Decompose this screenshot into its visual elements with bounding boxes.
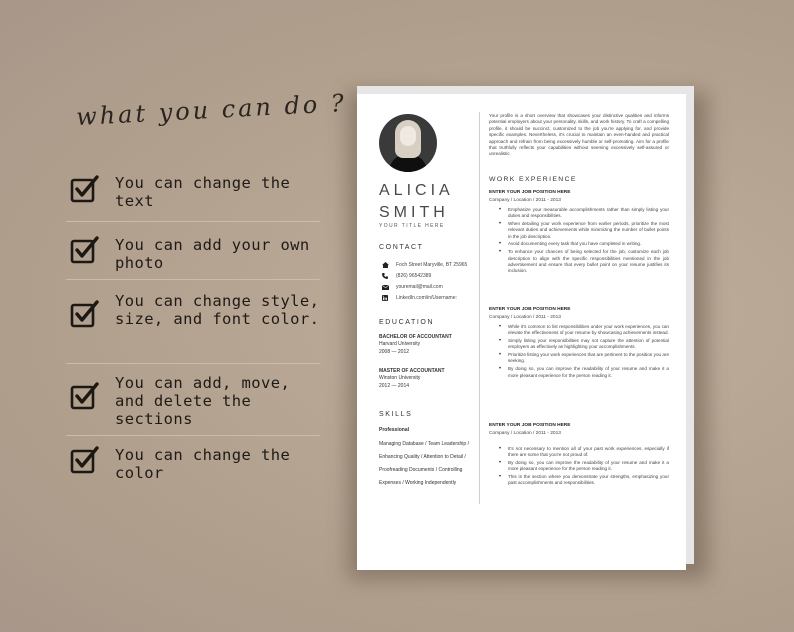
feature-item xyxy=(66,222,320,280)
home-icon xyxy=(381,262,389,268)
work-experience-heading: WORK EXPERIENCE xyxy=(489,176,577,183)
feature-text: You can add your own photo xyxy=(115,236,310,272)
contact-phone: (826) 96542389 xyxy=(381,273,431,279)
contact-email: youremail@mail.com xyxy=(381,284,443,290)
education-entry: MASTER OF ACCOUNTANT Winston University 2012 — 2014 xyxy=(379,368,445,389)
column-divider xyxy=(479,112,480,504)
skills-heading: SKILLS xyxy=(379,411,413,418)
bullet-item: • By doing so, you can improve the readability of your resume and make it a more pleasant experience for the person reading it. xyxy=(499,460,669,473)
feature-item xyxy=(66,436,320,492)
feature-text: You can add, move, and delete the sections xyxy=(115,374,291,428)
resume-name xyxy=(379,180,454,224)
education-heading: EDUCATION xyxy=(379,319,435,326)
feature-item xyxy=(66,280,320,364)
contact-address: Foch Street Maryville, BT 25965 xyxy=(381,262,467,268)
checkbox-checked-icon xyxy=(70,381,100,411)
phone-icon xyxy=(381,273,389,279)
checkbox-checked-icon xyxy=(70,235,100,265)
bullet-item: • To enhance your chances of being selected for the job, customize each job description to align with the specific responsibilities mentioned in the job advertisement and ensure that every bullet point on your resume justifies its inclusion. xyxy=(499,249,669,274)
bullet-item: • Prioritize listing your work experiences that are pertinent to the position you are seeking. xyxy=(499,352,669,365)
skills-subheading: Professional xyxy=(379,427,410,433)
feature-list xyxy=(66,166,320,492)
job-bullets xyxy=(499,207,669,276)
bullet-item: • Emphasize your measurable accomplishments rather than simply listing your duties and responsibilities. xyxy=(499,207,669,220)
first-name: ALICIA xyxy=(379,182,454,199)
job-header: ENTER YOUR JOB POSITION HERE Company / Location / 2011 - 2013 xyxy=(489,423,571,436)
job-title: YOUR TITLE HERE xyxy=(379,223,445,229)
job-header: ENTER YOUR JOB POSITION HERE Company / Location / 2011 - 2013 xyxy=(489,307,571,320)
feature-item xyxy=(66,166,320,222)
bullet-item: • This is the section where you demonstrate your strengths, emphasizing your past accomplishments and responsibilities. xyxy=(499,474,669,487)
bullet-item: • While it's common to list responsibilities under your work experiences, you can elevate the effectiveness of your resume by showcasing achievements instead. xyxy=(499,324,669,337)
bullet-item: • Simply listing your responsibilities may not capture the attention of potential employers as effectively as highlighting your accomplishments. xyxy=(499,338,669,351)
feature-text: You can change style, size, and font color. xyxy=(115,292,320,328)
profile-summary: Your profile is a short overview that showcases your distinctive qualities and informs potential employers about your personality, skills, and work history. To craft a compelling profile, it should be succinct, customized to the job you're applying for, and provide specific examples. Nevertheless, it's crucial to maintain an even-handed and practical approach and refrain from being excessively humble or self-promoting. Aim for a profile that truthfully reflects your capabilities without seeming excessively self-assured or unrealistic xyxy=(489,113,669,157)
job-bullets xyxy=(499,324,669,380)
resume-page xyxy=(357,94,686,570)
checkbox-checked-icon xyxy=(70,174,100,204)
checkbox-checked-icon xyxy=(70,445,100,475)
job-bullets xyxy=(499,446,669,488)
skills-list: Managing Database / Team Leadership / Enhancing Quality / Attention to Detail / Proofreading Documents / Controlling Expenses / Working Independently xyxy=(379,441,469,486)
section-heading: what you can do ? xyxy=(75,88,348,132)
feature-text: You can change the color xyxy=(115,446,291,482)
feature-item xyxy=(66,364,320,436)
bullet-item: • It's not necessary to mention all of your past work experiences, especially if there are some that you're not proud of. xyxy=(499,446,669,459)
profile-photo xyxy=(379,114,437,172)
bullet-item: • By doing so, you can improve the readability of your resume and make it a more pleasant experience for the person reading it. xyxy=(499,366,669,379)
contact-heading: CONTACT xyxy=(379,244,424,251)
checkbox-checked-icon xyxy=(70,299,100,329)
contact-linkedin: LinkedIn.com/in/Username: xyxy=(381,295,457,301)
job-header: ENTER YOUR JOB POSITION HERE Company / Location / 2011 - 2013 xyxy=(489,190,571,203)
bullet-item: • When detailing your work experience from earlier periods, prioritize the most relevant duties and achievements while minimizing the number of bullet points in the job description. xyxy=(499,221,669,240)
last-name: SMITH xyxy=(379,204,449,221)
email-icon xyxy=(381,284,389,290)
bullet-item: • Avoid documenting every task that you have completed in writing. xyxy=(499,241,669,247)
feature-text: You can change the text xyxy=(115,174,291,210)
linkedin-icon xyxy=(381,295,389,301)
education-entry: BACHELOR OF ACCOUNTANT Harvard University 2008 — 2012 xyxy=(379,334,452,355)
